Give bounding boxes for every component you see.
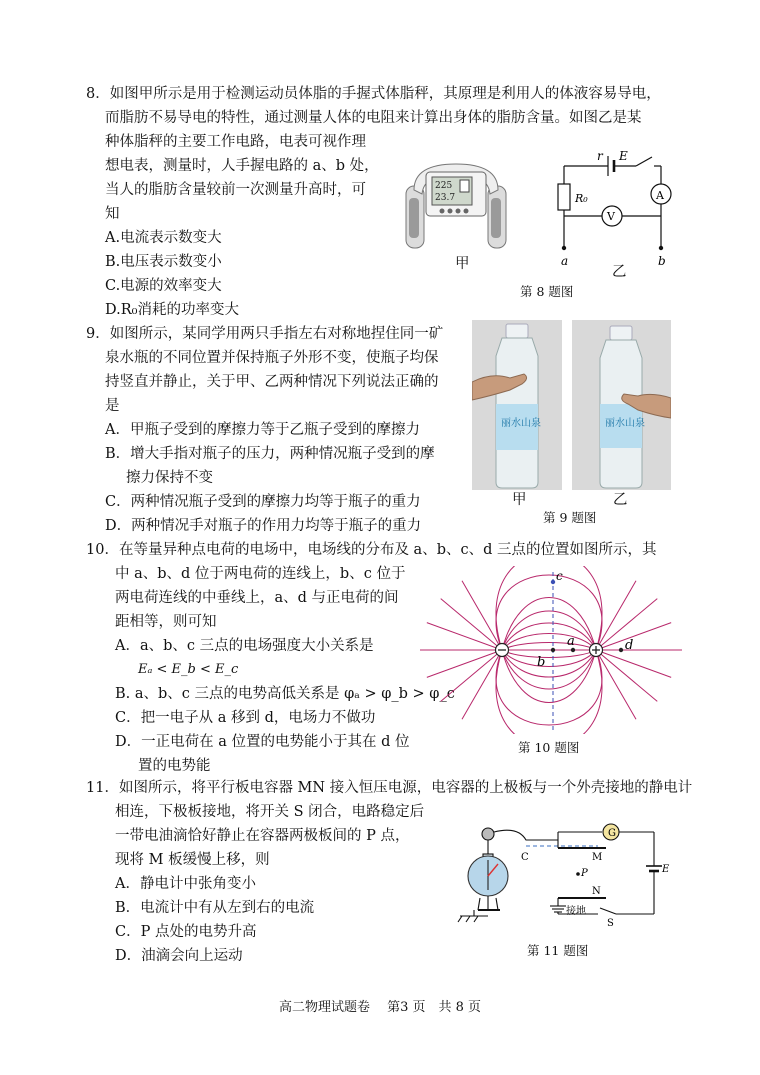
q10-option-d-cont: 置的电势能	[138, 758, 211, 774]
q9-option-b: B．增大手指对瓶子的压力，两种情况瓶子受到的摩	[105, 446, 435, 462]
field-line	[502, 643, 596, 651]
field-line	[427, 650, 502, 677]
q10-option-c: C．把一电子从 a 移到 d，电场力不做功	[115, 710, 376, 726]
q9-line-4: 是	[105, 398, 120, 414]
q8-line-4: 想电表，测量时，人手握电路的 a、b 处，	[105, 158, 379, 174]
field-line	[502, 623, 596, 650]
field-line	[502, 634, 596, 651]
field-point-d: d	[625, 638, 634, 653]
q8-line-1: 8．如图甲所示是用于检测运动员体脂的手握式体脂秤，其原理是利用人的体液容易导电，	[86, 86, 661, 102]
cap-label-n: N	[592, 886, 601, 897]
bottle-photo-yi	[572, 320, 671, 490]
q11-option-a: A．静电计中张角变小	[115, 876, 256, 892]
field-point-c: c	[556, 569, 563, 583]
fig9-label-jia: 甲	[512, 492, 527, 508]
q10-line-1: 10．在等量异种点电荷的电场中，电场线的分布及 a、b、c、d 三点的位置如图所示，其	[86, 542, 657, 558]
scale-reading-2: 23.7	[435, 193, 456, 203]
bottle-label-jia: 丽水山泉	[501, 418, 541, 429]
circuit-label-r0: R₀	[575, 192, 588, 205]
field-line	[596, 650, 657, 701]
bottle-label-yi: 丽水山泉	[605, 418, 645, 429]
q10-line-3: 两电荷连线的中垂线上，a、d 与正电荷的间	[115, 590, 399, 606]
q10-line-4: 距相等，则可知	[115, 614, 217, 630]
q9-line-3: 持竖直并静止，关于甲、乙两种情况下列说法正确的	[105, 374, 439, 390]
circuit-point-b: b	[658, 254, 666, 268]
q9-line-2: 泉水瓶的不同位置并保持瓶子外形不变，使瓶子均保	[105, 350, 439, 366]
fig8-circuit	[540, 144, 690, 278]
q11-option-b: B．电流计中有从左到右的电流	[115, 900, 315, 916]
q8-line-5: 当人的脂肪含量较前一次测量升高时，可	[105, 182, 366, 198]
q9-option-b-cont: 擦力保持不变	[126, 470, 213, 486]
q8-option-c: C.电源的效率变大	[105, 278, 222, 294]
q11-line-2: 相连，下极板接地，将开关 S 闭合，电路稳定后	[115, 804, 425, 820]
q9-option-c: C．两种情况瓶子受到的摩擦力均等于瓶子的重力	[105, 494, 421, 510]
fig8-label-yi: 乙	[612, 264, 627, 280]
q9-option-a: A．甲瓶子受到的摩擦力等于乙瓶子受到的摩擦力	[105, 422, 420, 438]
q11-line-3: 一带电油滴恰好静止在容器两极板间的 P 点，	[115, 828, 410, 844]
q10-option-a: A．a、b、c 三点的电场强度大小关系是	[115, 638, 374, 654]
field-line	[496, 650, 602, 725]
field-point-a: a	[567, 634, 575, 649]
q11-line-1: 11．如图所示，将平行板电容器 MN 接入恒压电源，电容器的上极板与一个外壳接地的静电计	[86, 780, 693, 796]
q11-option-c: C．P 点处的电势升高	[115, 924, 257, 940]
q10-option-a-formula: Eₐ < E_b < E_c	[138, 662, 239, 677]
ground-label: 接地	[566, 906, 586, 917]
q10-option-b: B. a、b、c 三点的电势高低关系是 φₐ > φ_b > φ_c	[115, 686, 455, 702]
cap-label-s: S	[607, 918, 614, 929]
fig11-caption: 第 11 题图	[527, 943, 589, 958]
fig8-label-jia: 甲	[455, 256, 470, 272]
ammeter-label: A	[656, 189, 664, 202]
field-line	[496, 575, 602, 650]
field-point-b: b	[537, 655, 546, 670]
circuit-label-e: E	[619, 149, 628, 163]
field-line	[427, 623, 502, 650]
field-line	[441, 650, 502, 701]
q8-option-a: A.电流表示数变大	[105, 230, 222, 246]
q10-line-2: 中 a、b、d 位于两电荷的连线上，b、c 位于	[115, 566, 406, 582]
field-line	[502, 650, 596, 677]
fig9-caption: 第 9 题图	[543, 510, 597, 525]
galvanometer-label: G	[608, 828, 616, 839]
circuit-label-r: r	[597, 149, 603, 163]
voltmeter-label: V	[607, 210, 615, 223]
capacitor-circuit-diagram	[448, 818, 678, 938]
q8-line-2: 而脂肪不易导电的特性，通过测量人体的电阻来计算出身体的脂肪含量。如图乙是某	[105, 110, 642, 126]
q8-line-3: 种体脂秤的主要工作电路，电表可视作理	[105, 134, 366, 150]
cap-label-c: C	[521, 852, 529, 863]
field-line	[441, 599, 502, 650]
cap-label-m: M	[592, 852, 603, 863]
bottle-photo-jia	[472, 320, 562, 490]
cap-label-p: P	[581, 868, 588, 879]
field-line	[502, 650, 596, 667]
q10-option-d: D．一正电荷在 a 位置的电势能小于其在 d 位	[115, 734, 410, 750]
q8-option-d: D.R₀消耗的功率变大	[105, 302, 239, 318]
q9-line-1: 9．如图所示，某同学用两只手指左右对称地捏住同一矿	[86, 326, 444, 342]
fig8-caption: 第 8 题图	[520, 284, 574, 299]
q9-option-d: D．两种情况手对瓶子的作用力均等于瓶子的重力	[105, 518, 422, 534]
field-line	[596, 650, 671, 677]
q8-line-6: 知	[105, 206, 120, 222]
fig10-caption: 第 10 题图	[518, 740, 580, 755]
fig9-label-yi: 乙	[613, 492, 628, 508]
circuit-point-a: a	[561, 254, 569, 268]
electric-field-diagram	[420, 566, 682, 734]
page-footer: 高二物理试题卷 第3 页 共 8 页	[278, 1000, 482, 1015]
scale-reading-1: 225	[435, 181, 453, 191]
q11-option-d: D．油滴会向上运动	[115, 948, 243, 964]
field-line	[596, 623, 671, 650]
q8-option-b: B.电压表示数变小	[105, 254, 222, 270]
q11-line-4: 现将 M 板缓慢上移，则	[115, 852, 270, 868]
field-line	[502, 650, 596, 658]
cap-label-e: E	[662, 864, 670, 875]
